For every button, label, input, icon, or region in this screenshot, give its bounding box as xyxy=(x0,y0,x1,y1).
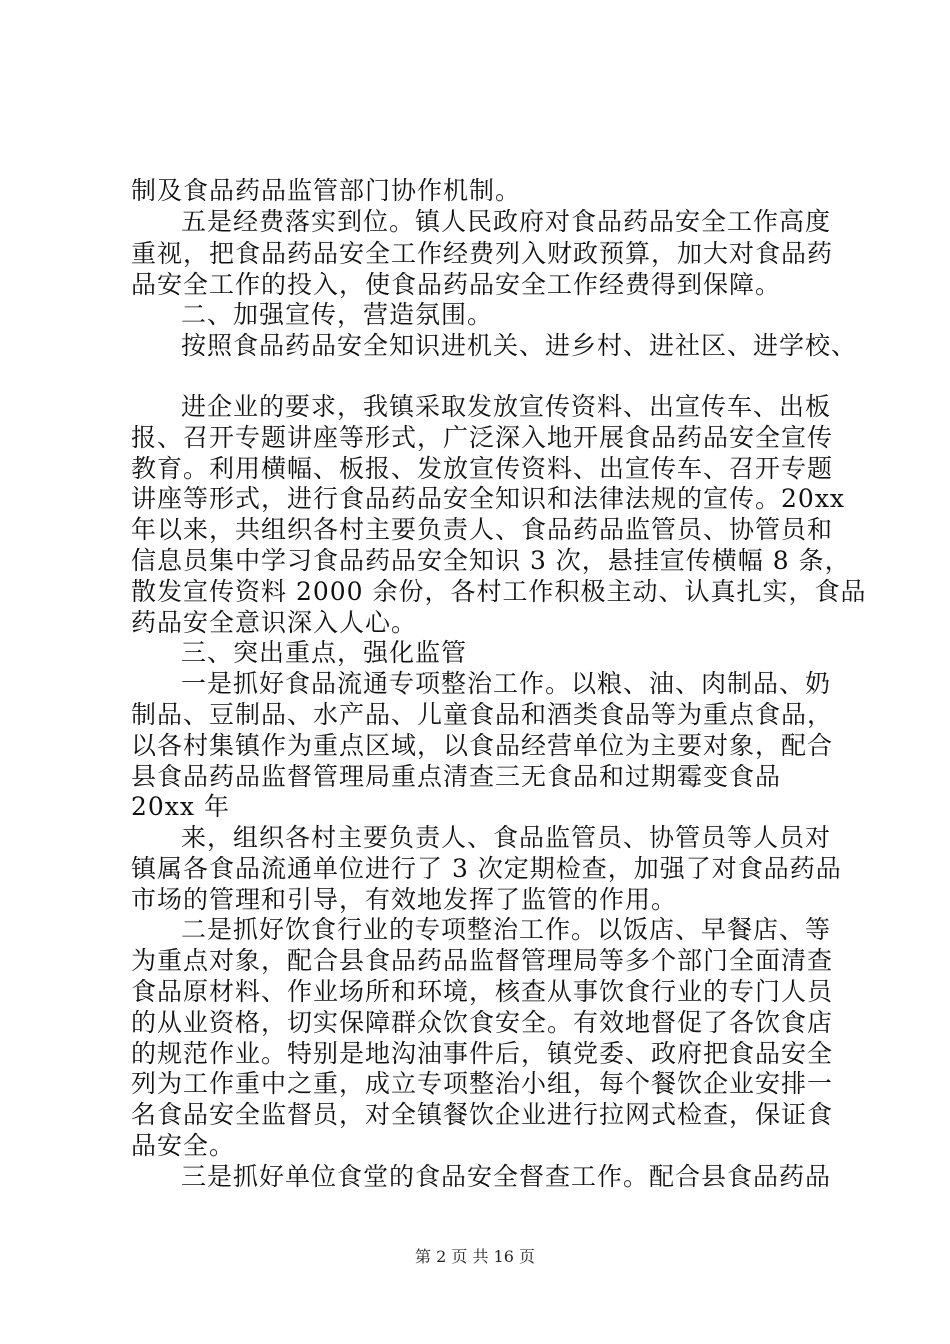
text-line: 教育。利用横幅、板报、发放宣传资料、出宣传车、召开专题 xyxy=(131,454,834,483)
text-line: 报、召开专题讲座等形式，广泛深入地开展食品药品安全宣传 xyxy=(131,423,834,452)
text-line: 县食品药品监督管理局重点清查三无食品和过期霉变食品 xyxy=(131,762,782,791)
text-line: 食品原材料、作业场所和环境，核查从事饮食行业的专门人员 xyxy=(131,977,834,1006)
text-line: 品安全工作的投入，使食品药品安全工作经费得到保障。 xyxy=(131,270,782,299)
page-number-footer: 第 2 页 共 16 页 xyxy=(415,1247,535,1266)
text-line: 二是抓好饮食行业的专项整治工作。以饭店、早餐店、等 xyxy=(181,915,832,944)
text-line: 讲座等形式，进行食品药品安全知识和法律法规的宣传。20xx xyxy=(131,484,846,513)
text-line: 品安全。 xyxy=(131,1131,236,1160)
text-line: 制品、豆制品、水产品、儿童食品和酒类食品等为重点食品， xyxy=(131,700,834,729)
text-line: 信息员集中学习食品药品安全知识 3 次，悬挂宣传横幅 8 条， xyxy=(131,546,851,575)
text-line: 按照食品药品安全知识进机关、进乡村、进社区、进学校、 xyxy=(181,331,858,360)
text-line: 药品安全意识深入人心。 xyxy=(131,608,418,637)
text-line: 五是经费落实到位。镇人民政府对食品药品安全工作高度 xyxy=(181,207,832,236)
text-line: 为重点对象，配合县食品药品监督管理局等多个部门全面清查 xyxy=(131,946,834,975)
text-line: 年以来，共组织各村主要负责人、食品药品监管员、协管员和 xyxy=(131,515,834,544)
text-line: 一是抓好食品流通专项整治工作。以粮、油、肉制品、奶 xyxy=(181,669,832,698)
text-line: 列为工作重中之重，成立专项整治小组，每个餐饮企业安排一 xyxy=(131,1069,834,1098)
text-line: 的从业资格，切实保障群众饮食安全。有效地督促了各饮食店 xyxy=(131,1008,834,1037)
text-line: 来，组织各村主要负责人、食品监管员、协管员等人员对 xyxy=(181,823,832,852)
section-heading: 二、加强宣传，营造氛围。 xyxy=(181,300,494,329)
text-line: 制及食品药品监管部门协作机制。 xyxy=(131,176,522,205)
text-line: 名食品安全监督员，对全镇餐饮企业进行拉网式检查，保证食 xyxy=(131,1100,834,1129)
text-line: 重视，把食品药品安全工作经费列入财政预算，加大对食品药 xyxy=(131,239,834,268)
text-line: 的规范作业。特别是地沟油事件后，镇党委、政府把食品安全 xyxy=(131,1039,834,1068)
text-line: 市场的管理和引导，有效地发挥了监管的作用。 xyxy=(131,885,678,914)
text-line: 20xx 年 xyxy=(131,792,230,821)
text-line: 以各村集镇作为重点区域，以食品经营单位为主要对象，配合 xyxy=(131,731,834,760)
text-line: 镇属各食品流通单位进行了 3 次定期检查，加强了对食品药品 xyxy=(131,854,842,883)
text-line: 散发宣传资料 2000 余份，各村工作积极主动、认真扎实，食品 xyxy=(131,577,867,606)
text-line: 三是抓好单位食堂的食品安全督查工作。配合县食品药品 xyxy=(181,1162,832,1191)
text-line: 进企业的要求，我镇采取发放宣传资料、出宣传车、出板 xyxy=(181,392,832,421)
section-heading: 三、突出重点，强化监管 xyxy=(181,638,468,667)
